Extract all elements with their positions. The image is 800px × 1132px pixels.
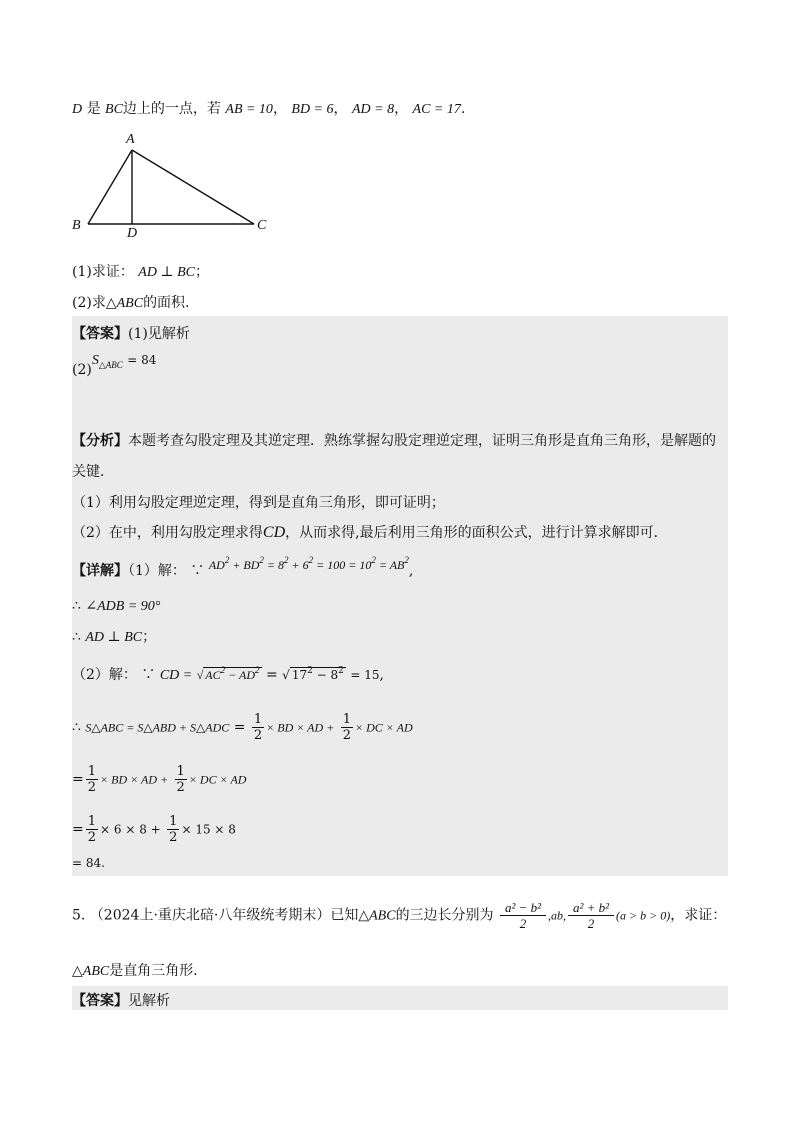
fraction-num: 1	[253, 712, 263, 727]
fraction-num: 1	[169, 814, 178, 829]
question-2-end: 的面积.	[143, 295, 190, 311]
fraction-den: 2	[253, 728, 263, 743]
detail-line-8: = 84.	[72, 856, 105, 870]
answer-label: 【答案】	[72, 326, 128, 342]
figure-label-c: C	[257, 218, 267, 233]
answer-area-symbol: $S_{\triangle ABC}$	[91, 353, 123, 370]
sqrt-1: √ $AC^2 - AD^2$	[196, 665, 260, 682]
edge-ab	[88, 150, 132, 224]
detail-line-4: （2）解： ∵ CD = √ $AC^2 - AD^2$ = √ $17^2 - 8^2 = 15$,	[72, 665, 384, 683]
problem-5-line-2	[72, 960, 207, 980]
problem-5-answer-block	[72, 986, 728, 1010]
problem-5-triangle-2: △ABC	[72, 964, 110, 979]
segment-bc: BC	[105, 102, 123, 117]
question-2	[72, 292, 190, 312]
problem-5-claim: 是直角三角形．	[109, 963, 208, 979]
because-symbol-2: ∵	[141, 667, 156, 683]
problem-5-condition: (a > b > 0)	[616, 908, 671, 923]
edge-ac	[132, 150, 254, 224]
therefore-symbol: ∴	[72, 598, 81, 614]
detail-cd-result: = 15	[350, 668, 380, 682]
figure-label-d: D	[127, 226, 138, 241]
sqrt-2: √ $17^2 - 8^2$	[282, 666, 344, 682]
question-1-text: (1)求证：	[72, 264, 134, 280]
problem-5-text: 的三边长分别为	[395, 907, 494, 924]
detail-eq-1: $AD^2 + BD^2 = 8^2 + 6^2 = 100 = 10^2 = AB^2$	[208, 555, 409, 572]
detail-eq-3: AD ⊥ BC	[85, 630, 143, 645]
problem-5-number: 5.	[72, 907, 86, 924]
fraction-num: 1	[342, 712, 351, 727]
answer-line-1	[72, 323, 190, 343]
analysis-step-2-pre: （2）在中，利用勾股定理求得	[72, 525, 263, 541]
therefore-symbol-3: ∴	[72, 719, 81, 736]
question-2-text: (2)求	[72, 295, 106, 311]
term-dc-ad-2: × DC × AD	[188, 772, 247, 787]
cond-ab: B = 10	[233, 102, 273, 117]
term-bd-ad: × BD × AD +	[266, 720, 335, 735]
cond-ad: AD = 8	[351, 102, 395, 117]
half-fraction-5	[86, 814, 98, 845]
detail-cd: CD =	[159, 668, 193, 683]
half-fraction-1	[252, 712, 264, 743]
answer-part-2-math: = 84	[127, 353, 157, 367]
analysis-line-2: 关键．	[72, 464, 114, 480]
problem-5-answer-label: 【答案】	[72, 993, 128, 1009]
fraction-num: 1	[87, 814, 97, 829]
half-fraction-3	[86, 764, 98, 795]
intro-text-mid: 边上的一点，若	[122, 101, 221, 117]
analysis-label: 【分析】	[72, 433, 128, 449]
half-fraction-4	[175, 764, 187, 795]
side-fraction-2	[568, 900, 614, 931]
analysis-step-2	[72, 522, 668, 542]
intro-line: D 是 BC边上的一点，若 AB = 10， BD = 6， AD = 8， AC = 17.	[72, 101, 466, 117]
fraction-den: 2	[169, 830, 178, 845]
point-d: D	[72, 102, 83, 117]
term-nums-2: × 15 × 8	[181, 822, 236, 837]
problem-5-source: （2024上·重庆北碚·八年级统考期末）已知	[89, 907, 359, 924]
half-fraction-2	[341, 712, 353, 743]
analysis-step-2-cd: CD	[262, 524, 286, 541]
fraction-den: 2	[176, 780, 185, 795]
fraction-num: 1	[176, 764, 185, 779]
analysis-line-1	[72, 430, 716, 450]
fraction-den: 2	[87, 780, 97, 795]
detail-eq-2: ∠ADB = 90°	[85, 599, 161, 614]
fraction-den: 2	[342, 728, 351, 743]
question-2-triangle: △ABC	[105, 296, 144, 311]
detail-line-5: ∴ S△ABC = S△ABD + S△ADC = $\frac{1}{2}$ × BD × AD + $\frac{1}{2}$ × DC × AD	[72, 712, 413, 743]
detail-label: 【详解】	[72, 563, 128, 579]
term-nums-1: × 6 × 8 +	[100, 822, 161, 837]
detail-line-6: = $\frac{1}{2}$ × BD × AD + $\frac{1}{2}$ × DC × AD	[72, 764, 247, 795]
detail-line-3: ∴ AD ⊥ BC；	[72, 629, 157, 645]
detail-area-sum: S△ABC = S△ABD + S△ADC	[85, 720, 230, 735]
analysis-text: 本题考查勾股定理及其逆定理．熟练掌握勾股定理逆定理，证明三角形是直角三角形，是解题的	[128, 433, 716, 449]
fraction-num: 1	[87, 764, 97, 779]
question-1-math: AD ⊥ BC	[138, 265, 196, 280]
problem-5-end: ，求证：	[670, 907, 727, 924]
half-fraction-6	[167, 814, 179, 845]
detail-line-7: = $\frac{1}{2}$ × 6 × 8 + $\frac{1}{2}$ × 15 × 8	[72, 814, 236, 845]
problem-5-answer-text: 见解析	[128, 993, 170, 1009]
cond-ac: AC = 17	[412, 102, 461, 117]
therefore-symbol-2: ∴	[72, 629, 81, 645]
answer-line-2	[72, 352, 157, 378]
intro-text-pre: 是	[86, 101, 101, 117]
intro-end: .	[460, 101, 466, 117]
side-fraction-1	[500, 900, 546, 931]
problem-5-triangle: △ABC	[358, 908, 396, 924]
problem-5-answer	[72, 990, 170, 1010]
problem-5-ab: ,ab,	[548, 908, 567, 923]
triangle-figure	[60, 128, 280, 243]
problem-5-line-1	[72, 900, 726, 931]
side-fraction-1-den: 2	[519, 916, 527, 931]
detail-line-1: 【详解】（1）解： ∵ $AD^2 + BD^2 = 8^2 + 6^2 = 100 = 10^2 = AB^2$,	[72, 555, 414, 579]
point-a: A	[225, 102, 234, 117]
because-symbol: ∵	[190, 563, 205, 579]
detail-part-1-prefix: （1）解：	[128, 563, 186, 579]
answer-part-1: (1)见解析	[128, 326, 190, 342]
fraction-den: 2	[87, 830, 97, 845]
detail-line-2	[72, 598, 160, 615]
side-fraction-2-den: 2	[587, 916, 595, 931]
figure-label-b: B	[72, 218, 81, 233]
answer-part-2-prefix: (2)	[72, 362, 92, 378]
term-bd-ad-2: × BD × AD +	[100, 772, 169, 787]
side-fraction-1-num: a² − b²	[500, 900, 546, 916]
question-1	[72, 261, 209, 281]
analysis-step-2-post: ，从而求得,最后利用三角形的面积公式，进行计算求解即可．	[285, 525, 668, 541]
detail-final: = 84	[72, 856, 102, 870]
question-1-end: ；	[195, 264, 210, 280]
detail-part-2-prefix: （2）解：	[72, 667, 137, 683]
cond-bd: BD = 6	[291, 102, 334, 117]
side-fraction-2-num: a² + b²	[568, 900, 614, 916]
figure-label-a: A	[126, 132, 135, 147]
analysis-step-1: （1）利用勾股定理逆定理，得到是直角三角形，即可证明；	[72, 495, 445, 511]
term-dc-ad: × DC × AD	[354, 720, 413, 735]
